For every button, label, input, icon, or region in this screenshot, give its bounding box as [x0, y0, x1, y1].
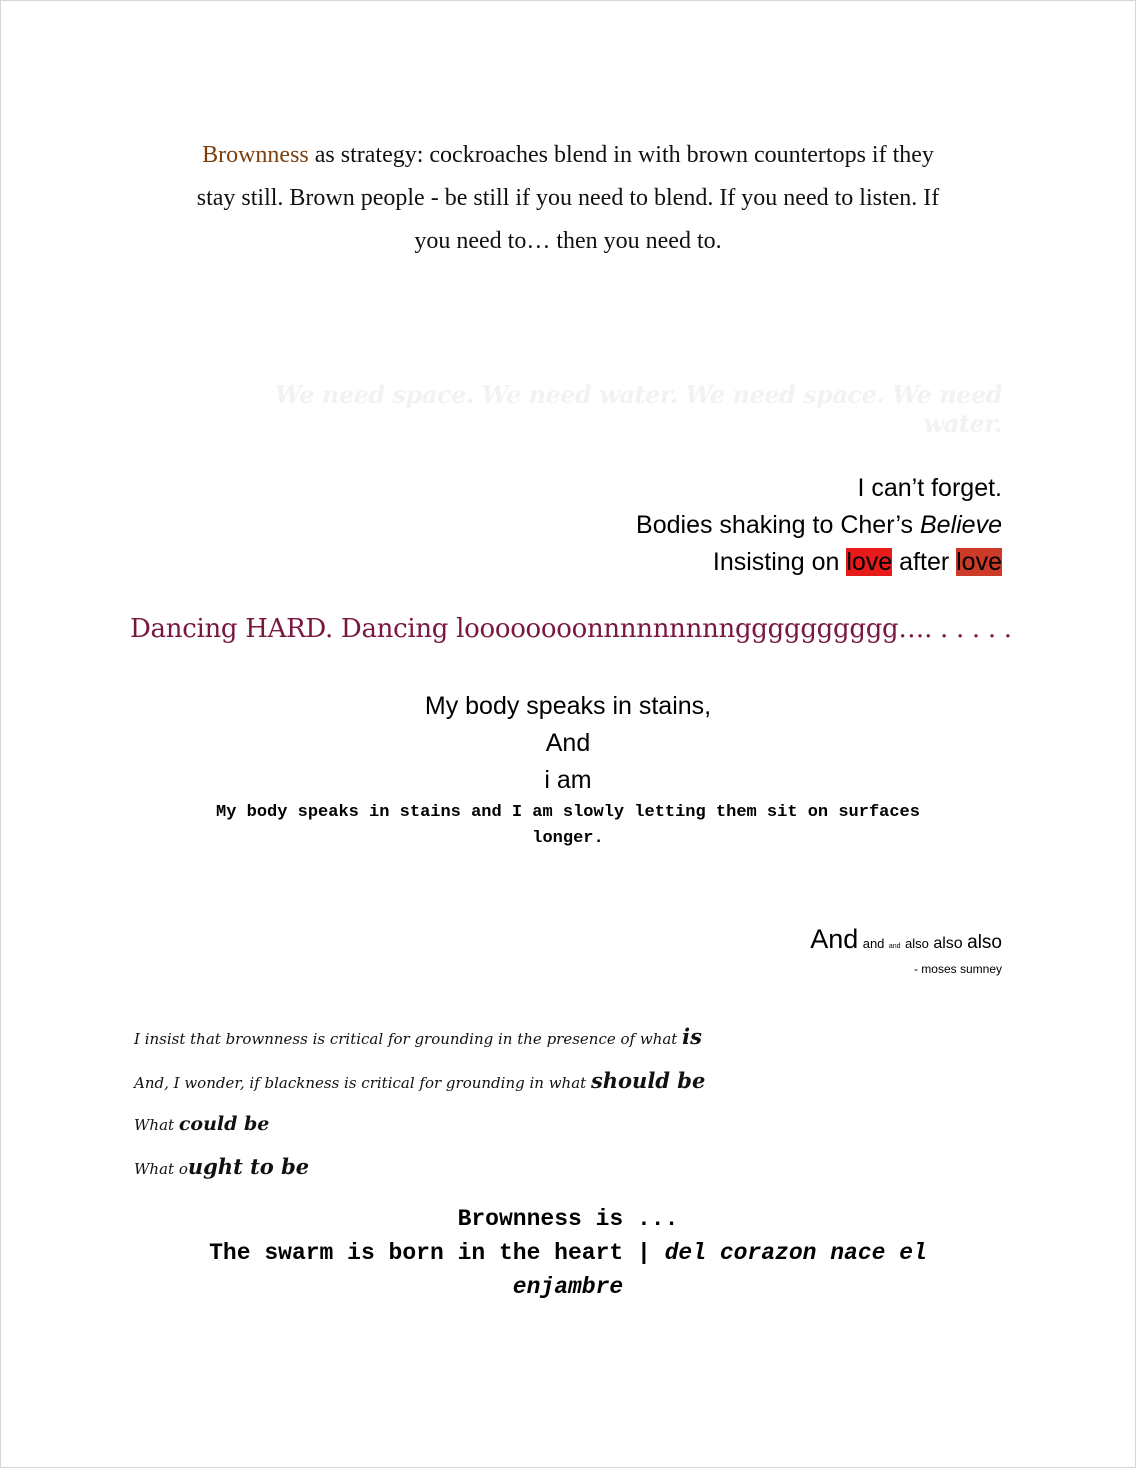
stains-line-3: i am — [544, 766, 592, 794]
believe-title: Believe — [920, 511, 1002, 539]
paragraph-line-3: you need to… then you need to. — [414, 228, 722, 254]
dancing-line: Dancing HARD. Dancing loooooooonnnnnnnnngggggggggg…. . . . . . — [130, 614, 1012, 644]
insist-text-3: What — [134, 1116, 179, 1134]
cant-forget-stanza — [400, 470, 1002, 581]
insist-stanza — [134, 1016, 834, 1190]
insist-text-2: And, I wonder, if blackness is critical for grounding in what — [134, 1074, 591, 1092]
closing-line-3 — [134, 1270, 1002, 1304]
also-word-1: also — [905, 936, 929, 951]
and-word-2: and — [862, 936, 885, 951]
closing-line-1: Brownness is ... — [457, 1206, 679, 1232]
paragraph-line-2: stay still. Brown people - be still if you need to blend. If you need to listen. If — [196, 185, 940, 211]
insist-line-2 — [134, 1060, 834, 1104]
brownness-highlight: Brownness — [202, 142, 309, 168]
love-highlight-2: love — [956, 548, 1002, 576]
insisting-prefix: Insisting on — [712, 548, 847, 576]
stains-mono-line-2: longer. — [532, 829, 604, 848]
moses-sumney-credit: - moses sumney — [913, 962, 1002, 976]
stains-mono-line-1: My body speaks in stains and I am slowly letting them sit on surfaces — [216, 803, 920, 822]
closing-stanza — [134, 1202, 1002, 1304]
closing-spanish-end: enjambre — [512, 1274, 624, 1300]
paragraph-line-1-rest: as strategy: cockroaches blend in with brown countertops if they — [308, 142, 934, 168]
and-word-3: and — [888, 943, 901, 950]
love-highlight-1: love — [846, 548, 893, 576]
insist-text-4: What o — [134, 1160, 188, 1178]
closing-english: The swarm is born in the heart | — [209, 1240, 665, 1266]
also-word-3: also — [967, 932, 1002, 953]
cher-prefix: Bodies shaking to Cher’s — [636, 511, 920, 539]
insist-line-4 — [134, 1146, 834, 1190]
insist-emphasis-1: is — [682, 1024, 702, 1049]
stains-line-1: My body speaks in stains, — [424, 692, 712, 720]
cant-forget-line: I can’t forget. — [857, 474, 1002, 502]
stains-line-2: And — [545, 729, 591, 757]
faded-water-line: We need space. We need water. We need space. We need water. — [274, 380, 1002, 438]
insist-text-1: I insist that brownness is critical for grounding in the presence of what — [134, 1030, 683, 1048]
stains-mono-paragraph — [134, 800, 1002, 852]
stains-stanza — [134, 688, 1002, 799]
also-word-2: also — [933, 935, 963, 952]
cher-believe-line — [400, 507, 1002, 544]
insist-emphasis-2: should be — [590, 1068, 706, 1093]
closing-line-2 — [134, 1236, 1002, 1270]
insist-emphasis-4: ught to be — [187, 1154, 310, 1179]
and-word-1: And — [810, 924, 859, 954]
insist-emphasis-3: could be — [178, 1113, 270, 1135]
insisting-love-line — [400, 544, 1002, 581]
and-also-line — [600, 924, 1002, 955]
paragraph-brownness-strategy — [134, 134, 1002, 263]
insist-line-3 — [134, 1104, 834, 1146]
closing-spanish: del corazon nace el — [664, 1240, 927, 1266]
after-word: after — [892, 548, 957, 576]
insist-line-1 — [134, 1016, 834, 1060]
paragraph-line-1 — [134, 134, 1002, 177]
